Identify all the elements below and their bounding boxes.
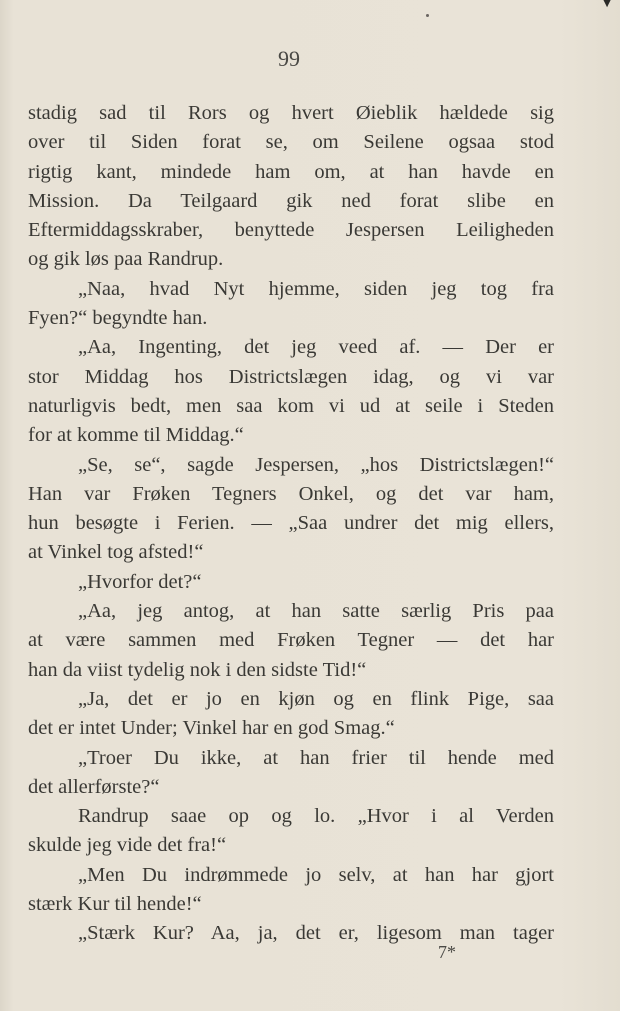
text-line: Randrup saae op og lo. „Hvor i al Verden — [78, 805, 554, 828]
text-line: og gik løs paa Randrup. — [28, 248, 224, 271]
text-line: „Hvorfor det?“ — [78, 570, 202, 593]
text-line: „Naa, hvad Nyt hjemme, siden jeg tog fra — [78, 277, 554, 300]
text-line: „Aa, Ingenting, det jeg veed af. — Der er — [78, 336, 554, 359]
text-line: „Aa, jeg antog, at han satte særlig Pris paa — [78, 600, 554, 623]
paper-speck — [426, 14, 429, 17]
text-line: „Se, se“, sagde Jespersen, „hos Districtslægen!“ — [78, 453, 554, 476]
text-line: stor Middag hos Districtslægen idag, og vi var — [28, 365, 554, 388]
text-line: over til Siden forat se, om Seilene ogsaa stod — [28, 131, 554, 154]
text-line: Eftermiddagsskraber, benyttede Jespersen Leiligheden — [28, 219, 554, 242]
text-line: det er intet Under; Vinkel har en god Smag.“ — [28, 717, 395, 740]
text-line: han da viist tydelig nok i den sidste Tid!“ — [28, 658, 367, 681]
text-line: at være sammen med Frøken Tegner — det har — [28, 629, 554, 652]
text-line: Mission. Da Teilgaard gik ned forat slibe en — [28, 189, 554, 212]
corner-arrow-icon: ▼ — [600, 0, 614, 11]
text-line: „Ja, det er jo en kjøn og en flink Pige, saa — [78, 687, 554, 710]
text-line: Fyen?“ begyndte han. — [28, 307, 208, 330]
text-line: at Vinkel tog afsted!“ — [28, 541, 204, 564]
text-line: for at komme til Middag.“ — [28, 424, 244, 447]
text-line: „Troer Du ikke, at han frier til hende med — [78, 746, 554, 769]
text-line: skulde jeg vide det fra!“ — [28, 834, 227, 857]
text-line: naturligvis bedt, men saa kom vi ud at seile i Steden — [28, 394, 554, 417]
body-text — [28, 99, 554, 949]
text-line: det allerførste?“ — [28, 775, 160, 798]
text-line: „Stærk Kur? Aa, ja, det er, ligesom man tager — [78, 922, 554, 945]
text-line: Han var Frøken Tegners Onkel, og det var ham, — [28, 482, 554, 505]
signature-mark: 7* — [438, 942, 456, 962]
text-line: stadig sad til Rors og hvert Øieblik hældede sig — [28, 102, 554, 124]
text-line: stærk Kur til hende!“ — [28, 893, 202, 916]
text-line: „Men Du indrømmede jo selv, at han har gjort — [78, 863, 554, 886]
page-number: 99 — [278, 46, 300, 71]
text-line: hun besøgte i Ferien. — „Saa undrer det mig ellers, — [28, 512, 554, 535]
text-line: rigtig kant, mindede ham om, at han havde en — [28, 160, 554, 183]
